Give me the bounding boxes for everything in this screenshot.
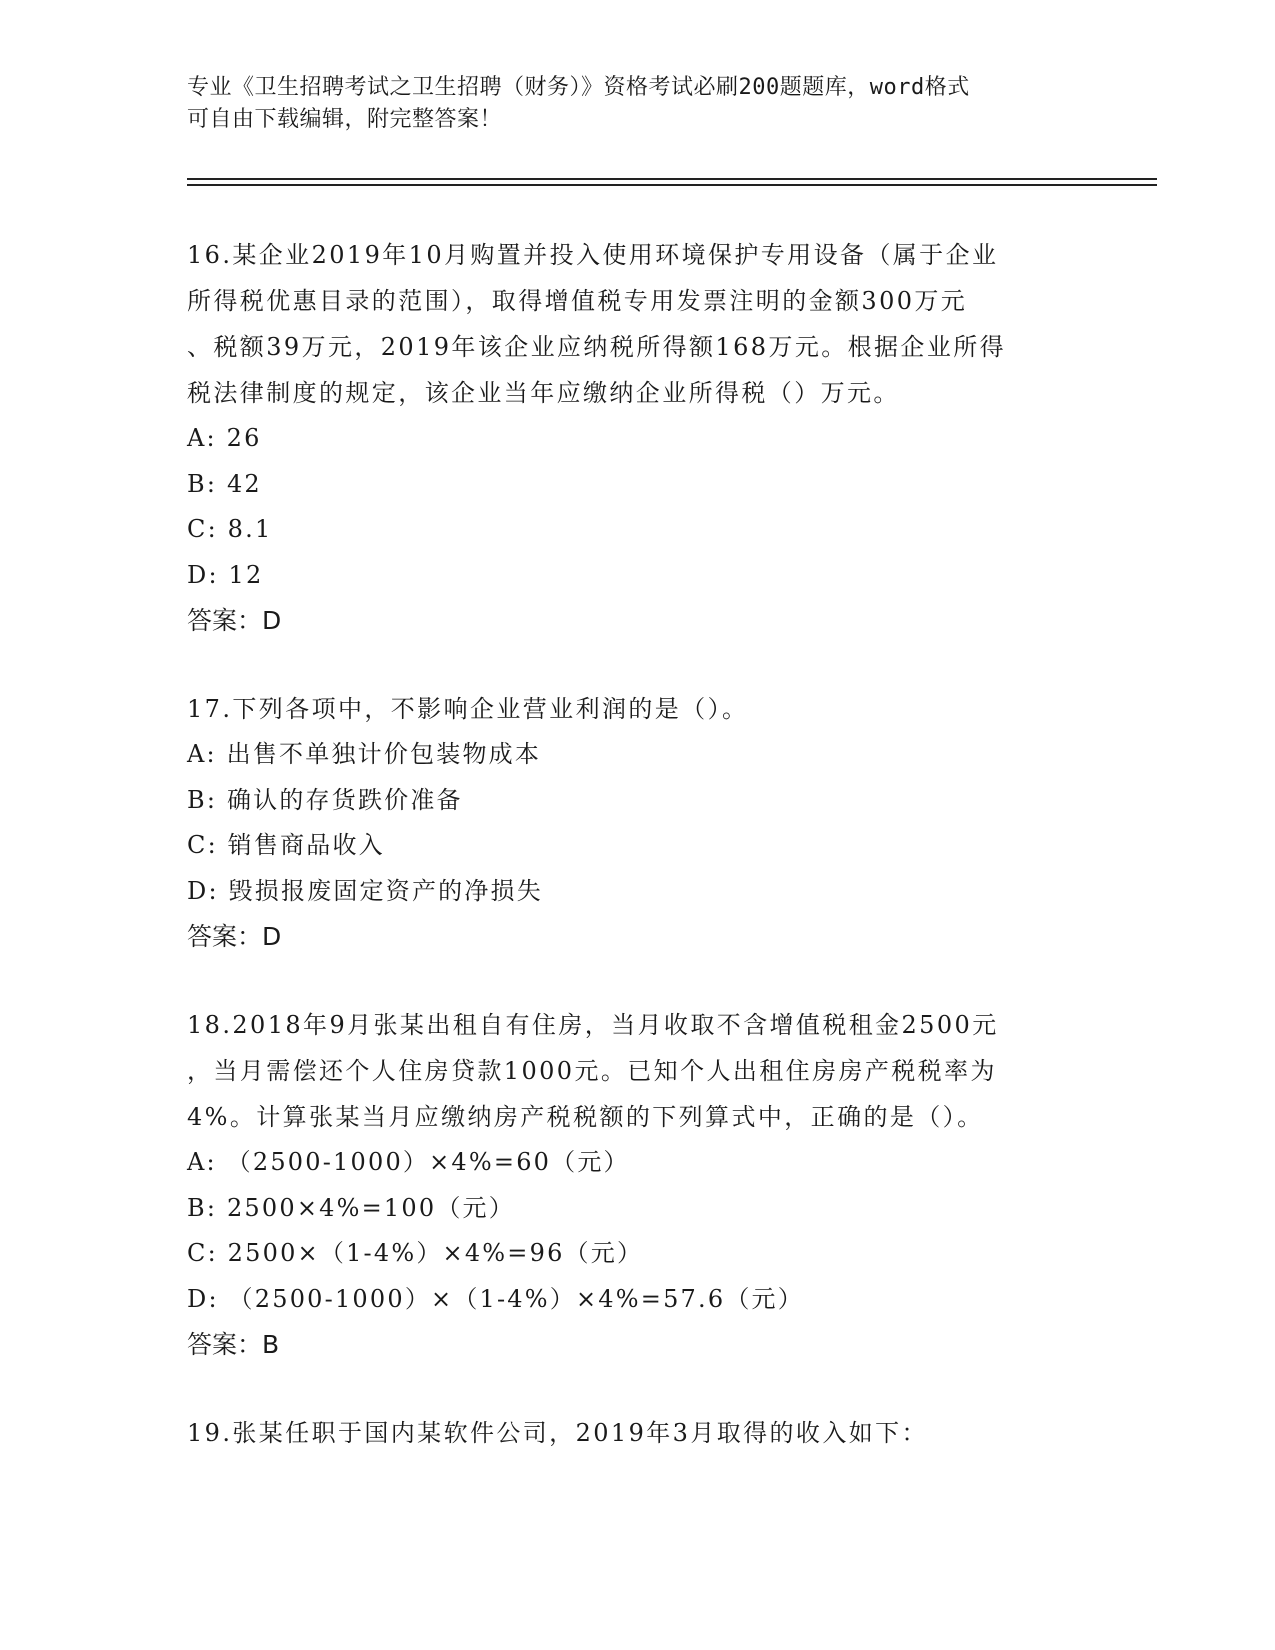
header-line-1: 专业《卫生招聘考试之卫生招聘（财务）》资格考试必刷200题题库，word格式 — [187, 75, 970, 100]
question-stem — [187, 1410, 1087, 1456]
option-a: A: 26 — [187, 424, 262, 452]
header-line-2: 可自由下载编辑，附完整答案！ — [187, 107, 503, 132]
stem-line: 19.张某任职于国内某软件公司，2019年3月取得的收入如下： — [187, 1419, 928, 1447]
stem-line: 税法律制度的规定，该企业当年应缴纳企业所得税（）万元。 — [187, 379, 900, 407]
question-list — [187, 232, 1087, 1498]
stem-line: 17.下列各项中，不影响企业营业利润的是（）。 — [187, 695, 749, 723]
document-header — [187, 72, 1087, 136]
option-b: B: 2500×4%=100（元） — [187, 1193, 515, 1222]
stem-line: 4%。计算张某当月应缴纳房产税税额的下列算式中，正确的是（）。 — [187, 1103, 984, 1131]
header-divider-top — [187, 178, 1157, 180]
option-b: B: 42 — [187, 469, 262, 498]
header-divider-bottom — [187, 184, 1157, 186]
option-d: D: 12 — [187, 560, 264, 589]
answer-line: 答案：D — [187, 606, 282, 635]
question-19 — [187, 1410, 1087, 1456]
question-stem — [187, 1002, 1087, 1140]
option-b: B: 确认的存货跌价准备 — [187, 785, 463, 814]
stem-line: 、税额39万元，2019年该企业应纳税所得额168万元。根据企业所得 — [187, 333, 1007, 361]
stem-line: ，当月需偿还个人住房贷款1000元。已知个人出租住房房产税税率为 — [187, 1057, 997, 1085]
stem-line: 所得税优惠目录的范围），取得增值税专用发票注明的金额300万元 — [187, 287, 968, 315]
option-a: A: （2500-1000）×4%=60（元） — [187, 1148, 630, 1176]
question-18 — [187, 1002, 1087, 1368]
option-d: D: 毁损报废固定资产的净损失 — [187, 876, 543, 905]
option-c: C: 2500×（1-4%）×4%=96（元） — [187, 1239, 644, 1267]
stem-line: 18.2018年9月张某出租自有住房，当月收取不含增值税租金2500元 — [187, 1011, 999, 1039]
option-c: C: 8.1 — [187, 515, 273, 543]
question-stem — [187, 686, 1087, 732]
question-16 — [187, 232, 1087, 644]
option-d: D: （2500-1000）×（1-4%）×4%=57.6（元） — [187, 1284, 804, 1313]
answer-line: 答案：B — [187, 1330, 280, 1359]
question-stem — [187, 232, 1087, 416]
question-17 — [187, 686, 1087, 960]
stem-line: 16.某企业2019年10月购置并投入使用环境保护专用设备（属于企业 — [187, 241, 999, 269]
option-a: A: 出售不单独计价包装物成本 — [187, 740, 542, 768]
answer-line: 答案：D — [187, 922, 282, 951]
option-c: C: 销售商品收入 — [187, 831, 385, 859]
